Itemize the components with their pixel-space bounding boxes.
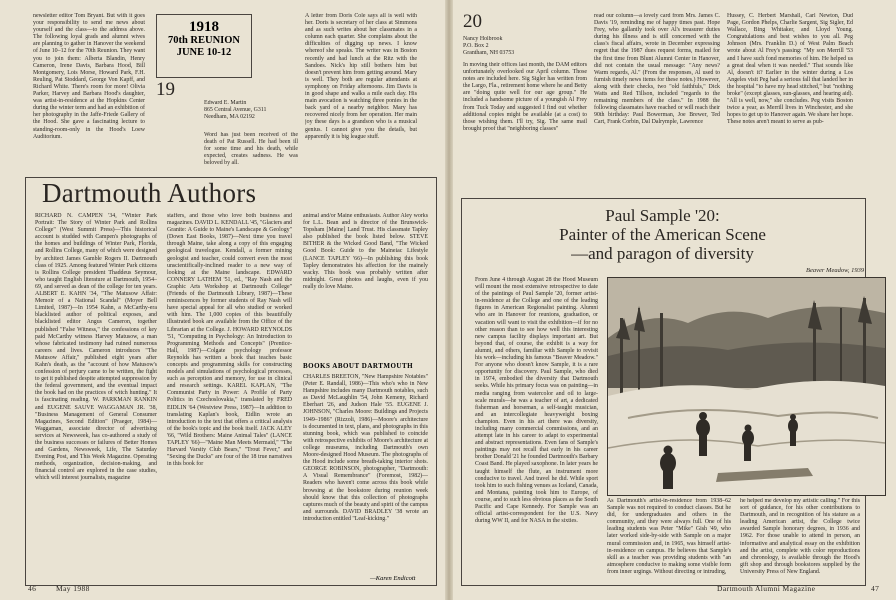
reunion-banner — [156, 14, 252, 78]
reunion-title: 70th REUNION — [167, 35, 241, 46]
reunion-year: 1918 — [189, 19, 219, 35]
authors-byline: —Karen Endicott — [370, 575, 416, 582]
left-page — [0, 0, 445, 600]
authors-column-1: RICHARD N. CAMPEN '34, "Winter Park Portrait: The Story of Winter Park and Rollins College" (West Summit Press)—This historical account is studded with Campen's photographs of the homes and buildings of Winter Park, Florida, and Rollins College, many of which were designed by architect James Gamble Rogers II. Dartmouth class of 1925. Among featured Winter Park citizens is Rollins College president Thaddeus Seymour, who taught English literature at Dartmouth, 1954–69, and served as dean of the college for ten years. ALBERT E. KAHN '34, "The Matusow Affair: Memoir of a National Scandal" (Moyer Bell Limited, 1987)—In 1954 Kahn, a McCarthy-era blacklisted author of political exposes, and blacklisted editor Angus Cameron, together published "False Witness," the confessions of key paid McCarthy witness Harvey Matusow, a man whose fabricated testimony had ruined numerous careers and lives. Cameron introduces "The Matusow Affair," published eight years after Kahn's death, as the "account of how Matusow's confession of perjury came to be written, the fight to get it published despite attempted suppression by the federal government, and the eventual impact the book had on the practices of witch hunting." It is fascinating reading. W. PARKMAN RANKIN and EUGENE SAUVE WAGGAMAN JR. '38, "Business Management of General Consumer Magazines, Second Edition" (Praeger, 1984)—Waggaman, associate director of advertising services at Newsweek, has co-authored a study of the business successes or failures of Better Homes and Gardens, Newsweek, Life, The Saturday Evening Post, and This Week Magazine. Operating methods, organization, decision-making, and financial control are explored in the case studies, which will interest journalists, magazine — [35, 213, 157, 482]
authors-column-3: animal and/or Maine enthusiasts. Author Aley works for L.L. Bean and is director of the Brunswick-Topsham [Maine] Land Trust. His classmate Tapley also published the book listed below. STEVE BITHER & the Wicked Good Band, "The Wicked Good Book: Guide to the Maineiac Lifestyle (LANCE TAPLEY '66)—In publishing this book Tapley demonstrates his affection for the mainely wacky. This book was probably written after midnight. Great photos and laughs, even if you really do love Maine. — [303, 213, 428, 290]
feature-title-line-3: —and paragon of diversity — [571, 244, 754, 263]
class-notes-1920-column-3: Hussey, C. Herbert Marshall, Carl Newton, Dud Page, Gordon Phelps, Charlie Sargent, Sig Sigler, Ed Wallace, Bing Whitaker, and Lloyd Young. Congratulations and best wishes to you all. Peg Johnson (Mrs. Franklin D.) of West Palm Beach wrote about Al Frey's passing: "My son Merrill '53 and I have such fond memories of him. He helped us a great deal when it was needed." That sounds like Al, doesn't it? Earlier in the winter during a Los Angeles visit Peg had a serious fall that landed her in the hospital "to have my head stitched," but "nothing broke" (except glasses, sun-glasses, and hearing aid). "All is well, now," she concludes. Peg visits Boston twice a year, as Merrill lives in Winchester, and she hopes to get up to Hanover again. We share her hope. These notes aren't meant to serve as pub- — [727, 13, 853, 126]
feature-column-1: From June 4 through August 28 the Hood Museum will mount the most extensive retrospective to date of the paintings of Paul Sample '20, former artist-in-residence at the College and one of the leading figures in American Regionalist painting. Alumni who are in Hanover for reunions, graduation, or vacation will want to visit the exhibition—if for no other reason than to see how well this interesting new campus facility displays important art. But beyond that, of course, the exhibit is a way for alumni, and others, familiar with Sample to revisit his work—including his famous "Beaver Meadow." For anyone who doesn't know Sample, it is a rare opportunity for discovery. Paul Sample, who died in 1974, embodied the diversity that Dartmouth seeks. While his primary focus was on painting—in media ranging from watercolor and oil to large-scale murals—he was a teacher of art, a dedicated fisherman and horseman, a self-taught musician, and an intercollegiate heavyweight boxing champion. Even in his art there was diversity, including many commercial commissions, and an attempt late in his career to adapt to experimental and abstract representations. Even fans of Sample's paintings may not recall that early in his career brother Donald '21 he founded Dartmouth's Barbary Coast Band. He played saxophone. In later years he taught himself the flute, an instrument more conducive to travel. And travel he did. While sport took him to such fishing venues as Iceland, Canada, and Montana, painting took him to Europe, of course, and to such less obvious places as the South Pacific and Cape Kennedy. For Sample was an official artist-correspondent for the U.S. Navy during WW II, and for NASA in the sixties. — [475, 277, 598, 525]
authors-column-2: staffers, and those who love both business and magazines. DAVID L. KENDALL '45, "Glaciers and Granite: A Guide to Maine's Landscape & Geology" (Down East Books, 1987)—Next time you travel through Maine, take along a copy of this engaging geological travelogue. Kendall, a former mining geologist and teacher, could convert even the most unscientifically-inclined reader to a new way of looking at the Maine landscape. EDWARD CONNERY LATHEM '51, ed., "Ray Nash and the Graphic Arts Workshop at Dartmouth College" (Friends of the Dartmouth Library, 1987)—These reminiscences by former students of Ray Nash will have special appeal for all who studied or worked with him. The 1,000 copies of this beautifully illustrated book are available from the Office of the Librarian at the College. J. HOWARD REYNOLDS '51, "Computing in Psychology: An Introduction to Programming Methods and Concepts" (Prentice-Hall, 1987)—Colgate psychology professor Reynolds has written a book that teaches basic concepts and programming skills for constructing models and simulations of psychological processes, such as perception and memory, for use in clinical and research settings. KAREL KAPLAN, "The Communist Party in Power: A Profile of Party Politics in Czechoslovakia," translated by FRED EIDLIN '64 (Westview Press, 1987)—In addition to translating Kaplan's book, Eidlin wrote an introduction to the text that offers a critical analysis of the book's topic and the book itself. JACK ALEY '66, "Wild Brothers: Maine Animal Tales" (LANCE TAPLEY '66)—"Maine Man Meets Mermaid," "The Harvard Varsity Club Bears," "Trout Fever," and "Sexing the Ducks" are four of the 18 true narratives in this book for — [167, 213, 292, 468]
class-notes-1919-continued: A letter from Doris Cole says all is well with her. Doris is secretary of her class at Simmons and as such writes about her classmates in a column each quarter. She complains about the difficulties of digging up news. I know whereof she speaks. The writer was in Boston recently and had lunch at the Ritz with the Sandoes. Nick's hip still bothers him but doesn't prevent him from getting around. Mary is well. They both are regular attendants at symphony on Friday afternoons. Jim Davis is in good shape and walks a mile each day. His main avocation is watching three ponies in the back yard of a nearby neighbor. Mary has recovered nicely from her operation. Her main joy these days is a grandson who is a musical genius. I cannot give you the details, but apparently it is big league stuff. — [305, 13, 417, 140]
page-number-right: 47 — [871, 584, 880, 593]
class-secretary-address: Nancy Holbrook P.O. Box 2 Grantham, NH 03753 — [463, 36, 515, 57]
class-notes-1918-column: newsletter editor Tom Bryant. But with it goes your responsibility to send me news about yourself and the class—to the address above. The following loyal grads and alumni wives are planning to gather in Hanover the weekend of June 10–12 for the 70th Reunion. They want you to join them: Alberta Blandin, Henry Cameron, Irene Davis, Barbara Hood, Bill Montgomery, Lois Morse, Howard Park, F.H. Reuling, Pat Stoddard, George Von Kapff, and Richard White. There's room for more! Olivia Parker, Harvey and Barbara Hood's daughter, was artist-in-residence at the Hopkins Center during the winter term and had an exhibition of her photography in the Jaffe-Friede Gallery of the Hood. She gave a fascinating lecture to standing-room-only in the Hood's Loew Auditorium. — [33, 13, 145, 140]
class-notes-1920-column-1: In moving their offices last month, the DAM editors unfortunately overlooked our April column. Those notes are included here. Sig Sigler has written from the Largo, Fla., retirement home where he and Betty are "doing quite well for our age group." He included a handsome picture of a youngish Al Frey from Tuck Today and suggested I find out whether additional copies might be available (at a cost) to those wishing them. I'll try, Sig. The same mail brought proof that "neighboring classes" — [463, 62, 587, 132]
class-year-heading: 20 — [463, 11, 482, 32]
beaver-meadow-painting — [607, 277, 886, 496]
authors-column-3-continued: CHARLES BREETON, "New Hampshire Notables" (Peter E. Randall, 1986)—This who's who in New Hampshire includes many Dartmouth notables, such as David McLaughlin '54, John Kemeny, Richard Eberhart '26, and Judson Hale '55. EUGENE J. JOHNSON, "Charles Moore: Buildings and Projects 1949–1986" (Rizzoli, 1986)—Moore's architecture is documented in text, plans, and photographs in this stunning book, which was published to coincide with retrospective exhibits of Moore's architecture at college museums, including Dartmouth's own Moore-designed Hood Museum. The photographs of the Hood include some breath-taking interior shots. GEORGE ROBINSON, photographer, "Dartmouth: A Visual Remembrance" (Foremost, 1982)—Readers who haven't come across this book while browsing at the bookstore during reunion week should know that this collection of photographs captures much of the beauty and spirit of the campus and surrounds. DAVID BRADLEY '38 wrote an introduction entitled "Leaf-kicking." — [303, 374, 428, 522]
issue-date: May 1988 — [56, 584, 90, 593]
painting-caption: Beaver Meadow, 1939 — [806, 267, 865, 274]
class-secretary-address: Edward E. Martin 865 Central Avenue, G311 Needham, MA 02192 — [204, 100, 267, 121]
class-year-heading: 19 — [156, 79, 175, 100]
class-notes-1919-column: Word has just been received of the death of Pat Russell. He had been ill for some time and his death, while expected, creates sadness. He was beloved by all. — [204, 132, 298, 167]
feature-column-3: he helped me develop my artistic calling." For this sort of guidance, for his other contributions to Dartmouth, and in recognition of his stature as a leading American artist, the College twice awarded Sample honorary degrees, in 1936 and 1962. For those unable to attend in person, an informative and analytical essay on the exhibition and the artist, complete with color reproductions and chronology, is available through the Hood's gift shop and through bookstores supplied by the University Press of New England. — [740, 498, 860, 575]
books-about-dartmouth-heading: BOOKS ABOUT DARTMOUTH — [303, 362, 414, 370]
magazine-name: Dartmouth Alumni Magazine — [717, 584, 816, 593]
class-notes-1920-column-2: read our column—a lovely card from Mrs. James C. Davis '19, reminding me of happy times past. Hope Frey, who gallantly took over Al's treasurer duties during his illness and is still concerned with the class's fiscal affairs, wrote in December expressing regret that the 1987 dues request forms, mailed for the first time from Blunt Alumni Center in Hanover, did not contain the usual message: "Any news? Warm regards, Al." (From the responses, Al used to furnish timely news items for these notes.) However, along with their checks, two "old faithfuls," Dick Watts and Red Tillson, included "regards to the remaining members of the class." In 1988 the following classmates have reached or will reach their 90th birthday: Paul Bowerman, Joe Brewer, Ted Cart, Frank Corbin, Dal Dalrymple, Lawrence — [594, 13, 720, 126]
page-number-left: 46 — [28, 584, 37, 593]
feature-title-line-1: Paul Sample '20: — [605, 206, 720, 225]
feature-column-2: As Dartmouth's artist-in-residence from 1938–62 Sample was not required to conduct classes. But he did, for undergraduates and others in the community, and they were always full. One of his leading students was Peter "Mike" Gish '49, who later worked side-by-side with Sample on a major mural commission and, in 1965, was himself artist-in-residence on campus. He believes that Sample's skill as a teacher was providing students with "an atmosphere conducive to making some visible form from inner urgings. Without directing or intruding, — [607, 498, 731, 575]
feature-title-line-2: Painter of the American Scene — [559, 225, 766, 244]
reunion-dates: JUNE 10-12 — [176, 47, 232, 58]
dartmouth-authors-heading: Dartmouth Authors — [42, 178, 257, 208]
center-gutter — [445, 0, 453, 600]
